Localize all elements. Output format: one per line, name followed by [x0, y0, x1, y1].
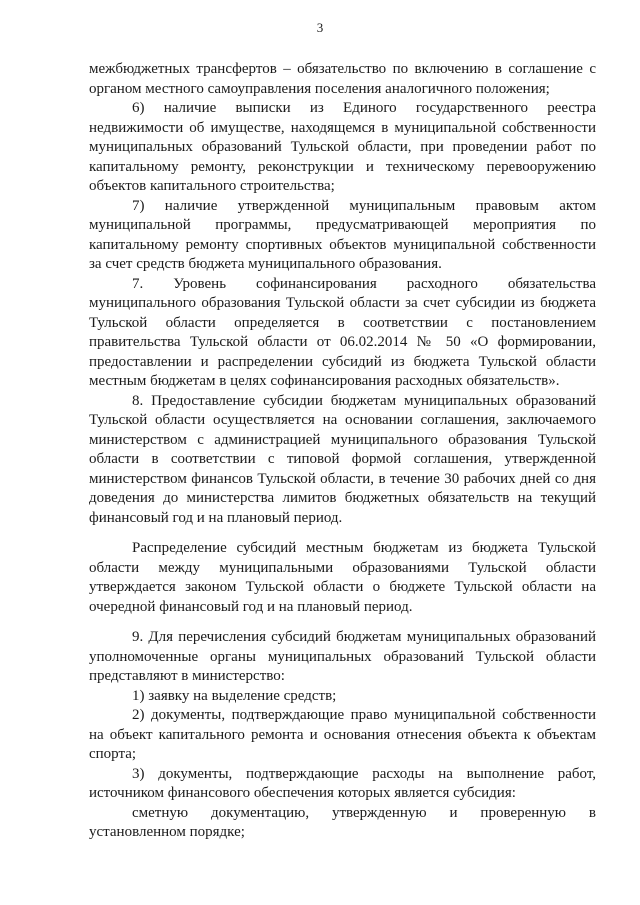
- paragraph-request: 1) заявку на выделение средств;: [132, 687, 337, 704]
- paragraph-item-7-program: 7) наличие утвержденной муниципальным правовым актом муниципальной программы, предусматривающей мероприятия по капитальному ремонту спортивных объектов муниципальной собственности за счет средств бюджета муниципального образования.: [89, 197, 596, 272]
- paragraph-section-9: 9. Для перечисления субсидий бюджетам муниципальных образований уполномоченные органы муниципальных образований Тульской области представляют в министерство:: [89, 629, 596, 684]
- paragraph-expense-documents: 3) документы, подтверждающие расходы на выполнение работ, источником финансового обеспечения которых является субсидия:: [89, 765, 596, 801]
- paragraph-estimate-documentation: сметную документацию, утвержденную и проверенную в установленном порядке;: [89, 804, 596, 840]
- document-body: [89, 60, 596, 843]
- paragraph-ownership-documents: 2) документы, подтверждающие право муниципальной собственности на объект капитального ремонта и основания отнесения объекта к объектам спорта;: [89, 707, 596, 762]
- paragraph-distribution: Распределение субсидий местным бюджетам из бюджета Тульской области между муниципальными образованиями Тульской области утверждается законом Тульской области о бюджете Тульской области на очередной финансовый год и на плановый период.: [89, 540, 596, 615]
- paragraph-section-8: 8. Предоставление субсидии бюджетам муниципальных образований Тульской области осуществляется на основании соглашения, заключаемого министерством с администрацией муниципального образования Тульской области в соответствии с типовой формой соглашения, утвержденной министерством финансов Тульской области, в течение 30 рабочих дней со дня доведения до министерства лимитов бюджетных обязательств на текущий финансовый год и на плановый период.: [89, 392, 596, 526]
- paragraph-section-7: 7. Уровень софинансирования расходного обязательства муниципального образования Тульской области за счет субсидии из бюджета Тульской области определяется в соответствии с постановлением правительства Тульской области от 06.02.2014 № 50 «О формировании, предоставлении и распределении субсидий из бюджета Тульской области местным бюджетам в целях софинансирования расходных обязательств».: [89, 275, 596, 389]
- paragraph-continuation: межбюджетных трансфертов – обязательство по включению в соглашение с органом местного самоуправления поселения аналогичного положения;: [89, 61, 596, 97]
- paragraph-item-6: 6) наличие выписки из Единого государственного реестра недвижимости об имуществе, находящемся в муниципальной собственности муниципальных образований Тульской области, при проведении работ по капитальному ремонту, реконструкции и техническому перевооружению объектов капитального строительства;: [89, 100, 596, 194]
- page-number: 3: [316, 20, 324, 35]
